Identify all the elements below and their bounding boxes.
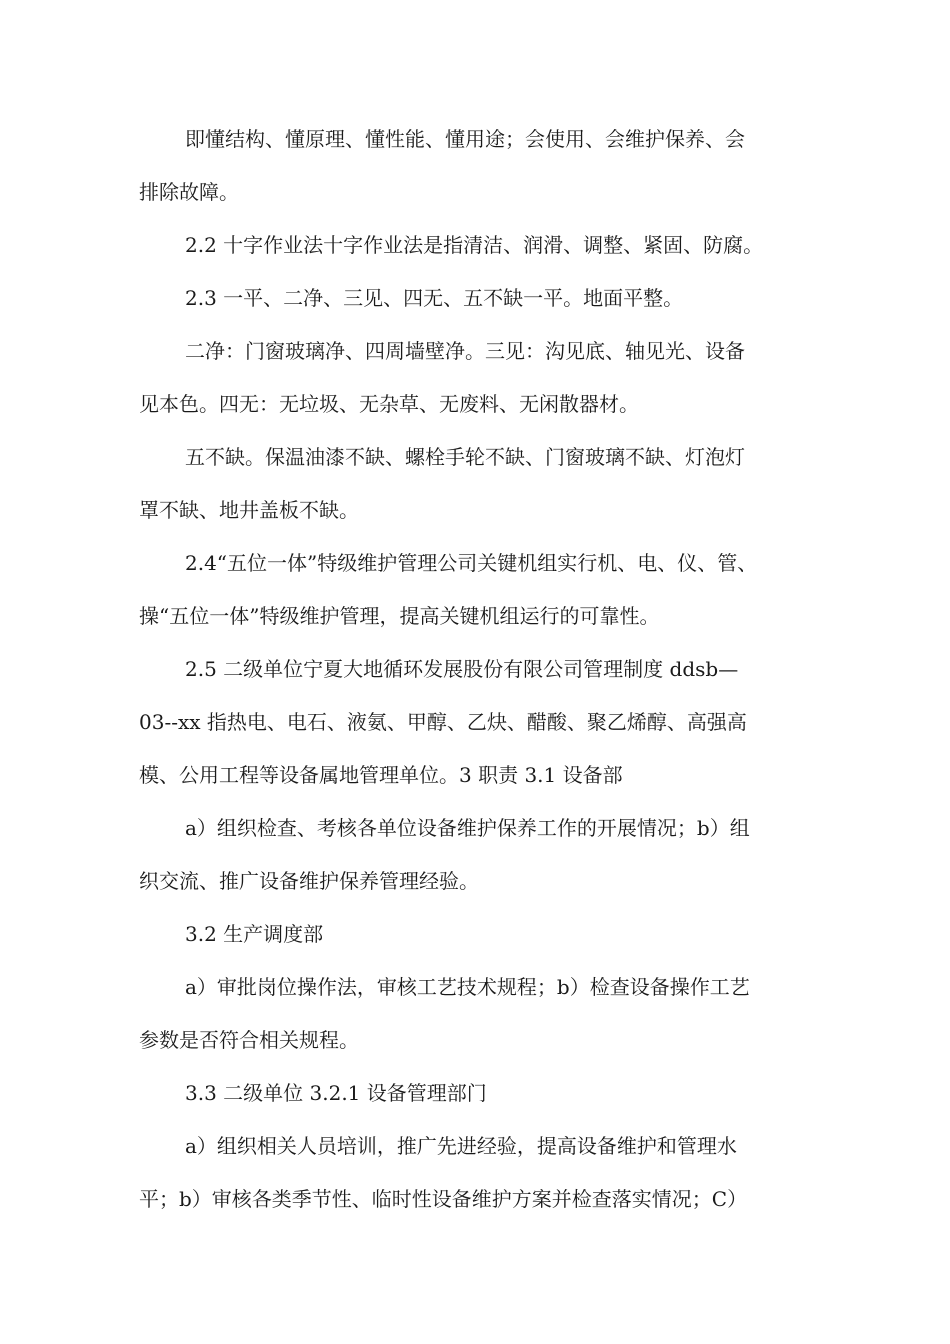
document-body [139, 113, 839, 1226]
paragraph-line: 2.3 一平、二净、三见、四无、五不缺一平。地面平整。 [185, 286, 684, 310]
paragraph-line: 五不缺。保温油漆不缺、螺栓手轮不缺、门窗玻璃不缺、灯泡灯 [185, 445, 745, 469]
paragraph-line: 2.4“五位一体”特级维护管理公司关键机组实行机、电、仪、管、 [185, 551, 758, 575]
paragraph-line: 见本色。四无：无垃圾、无杂草、无废料、无闲散器材。 [139, 392, 639, 416]
paragraph-line: a）审批岗位操作法，审核工艺技术规程；b）检查设备操作工艺 [185, 975, 750, 999]
paragraph-line: 罩不缺、地井盖板不缺。 [139, 498, 359, 522]
paragraph-line: 3.2 生产调度部 [185, 922, 324, 946]
paragraph-line: 参数是否符合相关规程。 [139, 1028, 359, 1052]
paragraph-line: a）组织检查、考核各单位设备维护保养工作的开展情况；b）组 [185, 816, 750, 840]
paragraph-line: 03--xx 指热电、电石、液氨、甲醇、乙炔、醋酸、聚乙烯醇、高强高 [139, 710, 747, 734]
paragraph-line: 即懂结构、懂原理、懂性能、懂用途；会使用、会维护保养、会 [185, 127, 745, 151]
paragraph-line: 模、公用工程等设备属地管理单位。3 职责 3.1 设备部 [139, 763, 623, 787]
paragraph-line: 平；b）审核各类季节性、临时性设备维护方案并检查落实情况；C） [139, 1187, 748, 1211]
paragraph-line: 2.5 二级单位宁夏大地循环发展股份有限公司管理制度 ddsb— [185, 657, 739, 681]
paragraph-line: 织交流、推广设备维护保养管理经验。 [139, 869, 479, 893]
paragraph-line: 二净：门窗玻璃净、四周墙壁净。三见：沟见底、轴见光、设备 [185, 339, 745, 363]
paragraph-line: 2.2 十字作业法十字作业法是指清洁、润滑、调整、紧固、防腐。 [185, 233, 764, 257]
paragraph-line: 排除故障。 [139, 180, 239, 204]
paragraph-line: 3.3 二级单位 3.2.1 设备管理部门 [185, 1081, 487, 1105]
paragraph-line: a）组织相关人员培训，推广先进经验，提高设备维护和管理水 [185, 1134, 737, 1158]
paragraph-line: 操“五位一体”特级维护管理，提高关键机组运行的可靠性。 [139, 604, 660, 628]
